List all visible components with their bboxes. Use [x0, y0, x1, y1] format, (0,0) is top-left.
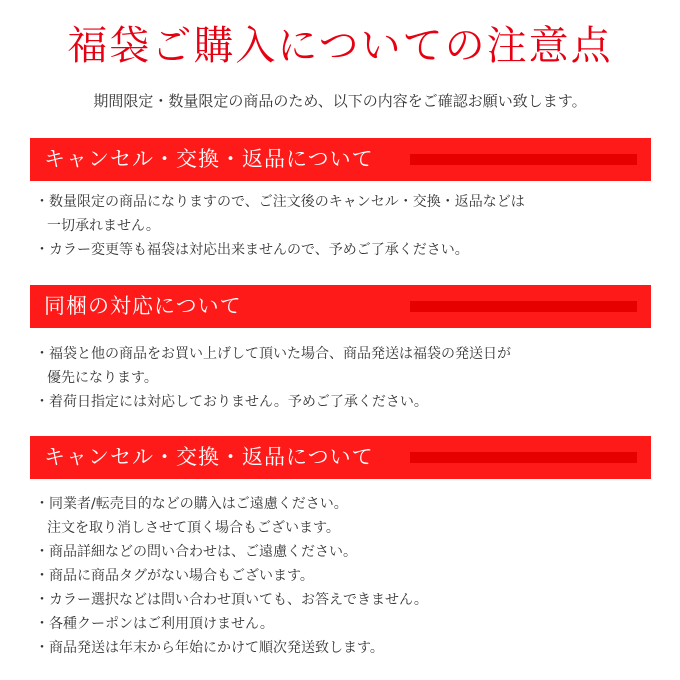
list-item-text: ・商品詳細などの問い合わせは、ご遠慮ください。 — [35, 544, 357, 560]
list-item-text: ・商品発送は年末から年始にかけて順次発送致します。 — [35, 640, 384, 656]
page-title: 福袋ご購入についての注意点 — [67, 23, 613, 69]
header-decor-line — [410, 301, 637, 312]
list-item-text: ・商品に商品タグがない場合もございます。 — [35, 568, 314, 584]
list-item-text: ・同業者/転売目的などの購入はご遠慮ください。 — [35, 496, 348, 512]
list-item-continuation: 一切承れません。 — [47, 218, 160, 234]
list-item — [35, 588, 635, 612]
section-header-label: 同梱の対応について — [44, 294, 242, 318]
list-item-text: ・カラー選択などは問い合わせ頂いても、お答えできません。 — [35, 592, 428, 608]
list-item-text: ・福袋と他の商品をお買い上げして頂いた場合、商品発送は福袋の発送日が — [35, 346, 511, 362]
section-list-cancel — [35, 190, 635, 262]
list-item-continuation: 注文を取り消しさせて頂く場合もございます。 — [47, 520, 340, 536]
list-item — [35, 612, 635, 636]
list-item — [35, 540, 635, 564]
list-item — [35, 390, 635, 414]
section-header-label: キャンセル・交換・返品について — [44, 445, 374, 469]
section-header-label: キャンセル・交換・返品について — [44, 147, 374, 171]
section-header-bundling — [30, 285, 651, 328]
list-item-text: ・数量限定の商品になりますので、ご注文後のキャンセル・交換・返品などは — [35, 194, 525, 210]
list-item — [35, 342, 635, 390]
list-item — [35, 238, 635, 262]
section-header-cancel-exchange-return — [30, 138, 651, 181]
list-item-text: ・各種クーポンはご利用頂けません。 — [35, 616, 274, 632]
page-subtitle: 期間限定・数量限定の商品のため、以下の内容をご確認お願い致します。 — [93, 92, 587, 110]
header-decor-line — [410, 452, 637, 463]
list-item — [35, 190, 635, 238]
list-item-continuation: 優先になります。 — [47, 370, 158, 386]
section-header-cancel-exchange-return-2 — [30, 436, 651, 479]
list-item-text: ・着荷日指定には対応しておりません。予めご了承ください。 — [35, 394, 428, 410]
header-decor-line — [410, 154, 637, 165]
list-item — [35, 492, 635, 540]
section-list-bundling — [35, 342, 635, 414]
section-list-notes — [35, 492, 635, 660]
list-item — [35, 636, 635, 660]
list-item-text: ・カラー変更等も福袋は対応出来ませんので、予めご了承ください。 — [35, 242, 469, 258]
list-item — [35, 564, 635, 588]
